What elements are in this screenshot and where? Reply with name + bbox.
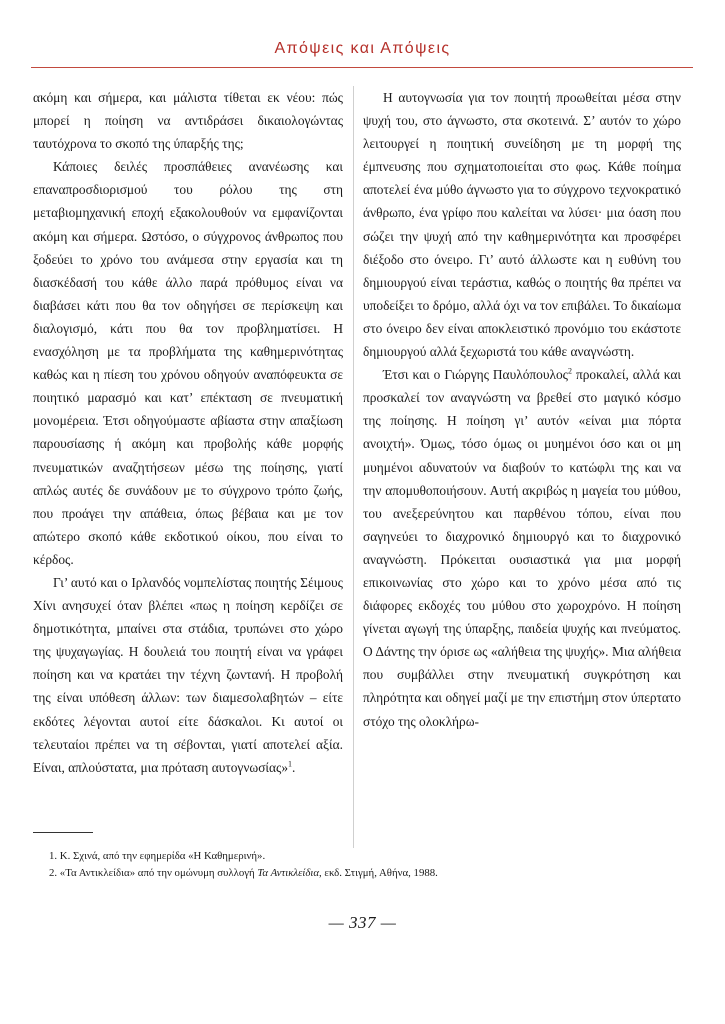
paragraph: Η αυτογνωσία για τον ποιητή προωθείται μέσα στην ψυχή του, στο άγνωστο, στα σκοτεινά. Σ’ αυτόν το χώρο λειτουργεί η ποιητική συνείδηση με τη μορφή της έμπνευσης που σχηματοποιείται στο φως. Κάθε ποίημα αποτελεί ένα μύθο άγνωστο για το σύγχρονο τεχνοκρατικό άνθρωπο, ένα γρίφο που καλείται να λύσει· μια όαση που σώζει την ψυχή από την καθημερινότητα και προσφέρει διέξοδο στο όνειρο. Γι’ αυτό άλλωστε και η ευθύνη του δημιουργού είναι τεράστια, καθώς ο ποιητής θα πρέπει να υποδείξει το δρόμο, αλλά όχι να τον επιβάλει. Το δικαίωμα στο όνειρο δεν είναι αποκλειστικό προνόμιο του εκάστοτε δημιουργού αλλά ξεχωριστά του κάθε αναγνώστη. <box>363 90 681 360</box>
paragraph-end: . <box>292 759 296 775</box>
footnote-text: 2. «Τα Αντικλείδια» από την ομώνυμη συλλογή <box>49 867 258 879</box>
paragraph-text: Γι’ αυτό και ο Ιρλανδός νομπελίστας ποιητής Σέιμους Χίνι ανησυχεί όταν βλέπει «πως η ποίηση κερδίζει σε δημοτικότητα, μπαίνει στα στάδια, τρυπώνει στο χώρο της ψυχαγωγίας. Η δουλειά του ποιητή είναι να γράφει ποίηση και να κρατάει την τέχνη ζωντανή. Η προβολή της είναι υπόθεση άλλων: των διαμεσολαβητών – είτε εκδότες λέγονται αυτοί είτε δάσκαλοι. Κι αυτοί οι τελευταίοι πρέπει να τη σέβονται, γιατί αποτελεί αξία. Είναι, απλούστατα, μια πρόταση αυτογνωσίας» <box>33 574 343 775</box>
paragraph-text: Έτσι και ο Γιώργης Παυλόπουλος <box>383 367 568 383</box>
header-rule <box>31 67 693 68</box>
left-column <box>33 86 343 779</box>
page-number: — 337 — <box>328 913 397 932</box>
paragraph <box>33 571 343 779</box>
footnote-ref: 2 <box>567 366 572 376</box>
paragraph: Κάποιες δειλές προσπάθειες ανανέωσης και επαναπροσδιορισμού του ρόλου της στη μεταβιομηχανική εποχή εξακολουθούν να εμφανίζονται ακόμη και σήμερα. Ωστόσο, ο σύγχρονος άνθρωπος που ξοδεύει το χρόνο του ανάμεσα στην εργασία και τη διασκέδασή του κάθε άλλο παρά πρόθυμος είναι να διαβάσει κάτι που θα τον οδηγήσει σε περίσκεψη και διαλογισμό, κάτι που θα τον προβληματίσει. Η ενασχόληση με τα προβλήματα της καθημερινότητας καθώς και η πίεση του χρόνου οδηγούν αναπόφευκτα σε ποιητικό μαρασμό και κατ’ επέκταση σε πνευματική μονομέρεια. Έτσι οδηγούμαστε αβίαστα στην απαξίωση παρουσίασης ή ακόμη και προβολής κάθε μορφής πνευματικών αναζητήσεων μέσω της ποίησης, γιατί απλώς αυτές δε συνάδουν με το σύγχρονο τρόπο ζωής, που προάγει την απάθεια, όπως βέβαια και με τον απώτερο σκοπό κάθε εκδοτικού οίκου, που είναι το κέρδος. <box>33 159 343 567</box>
footnote-text: , εκδ. Στιγμή, Αθήνα, 1988. <box>319 867 438 879</box>
running-header: Απόψεις και Απόψεις <box>274 40 451 57</box>
right-column <box>363 86 681 733</box>
paragraph <box>363 363 681 733</box>
paragraph-text: προκαλεί, αλλά και προσκαλεί τον αναγνώστη να βρεθεί στο μαγικό κόσμο της ποίησης. Η ποίηση γι’ αυτόν «είναι μια πόρτα ανοιχτή». Όμως, τόσο όμως οι μυημένοι όσο και οι μη μυημένοι αδυνατούν να διαβούν το κατώφλι της και να την απομυθοποιήσουν. Αυτή ακριβώς η μαγεία του μύθου, του ανεξερεύνητου και παρθένου τόπου, είναι που σαγηνεύει το διαχρονικό δημιουργό και το διαχρονικό αναγνώστη. Πρόκειται ουσιαστικά για μια μορφή επικοινωνίας στο χώρο και το χρόνο μέσα από τις διάφορες εκδοχές του μύθου στο χωροχρόνο. Η ποίηση γίνεται αγωγή της ύπαρξης, παιδεία ψυχής και πνεύματος. Ο Δάντης την όρισε ως «αλήθεια της ψυχής». Μια αλήθεια που συμβάλλει στην πνευματική συγκρότηση και πληρότητα και οδηγεί μαζί με την επιστήμη στον ύπερτατο στόχο της ολοκλήρω- <box>363 367 681 729</box>
footnote-1: 1. Κ. Σχινά, από την εφημερίδα «Η Καθημερινή». <box>49 850 266 862</box>
footnote-ref: 1 <box>288 759 293 769</box>
footnote-book-title: Τα Αντικλείδια <box>257 867 320 879</box>
footnote-2 <box>49 865 649 882</box>
footnotes <box>49 848 649 882</box>
footnote-rule <box>33 832 93 833</box>
paragraph: ακόμη και σήμερα, και μάλιστα τίθεται εκ νέου: πώς μπορεί η ποίηση να αντιδράσει δικαιολογώντας ταυτόχρονα το σκοπό της ύπαρξής της; <box>33 90 343 152</box>
column-divider <box>353 86 354 848</box>
